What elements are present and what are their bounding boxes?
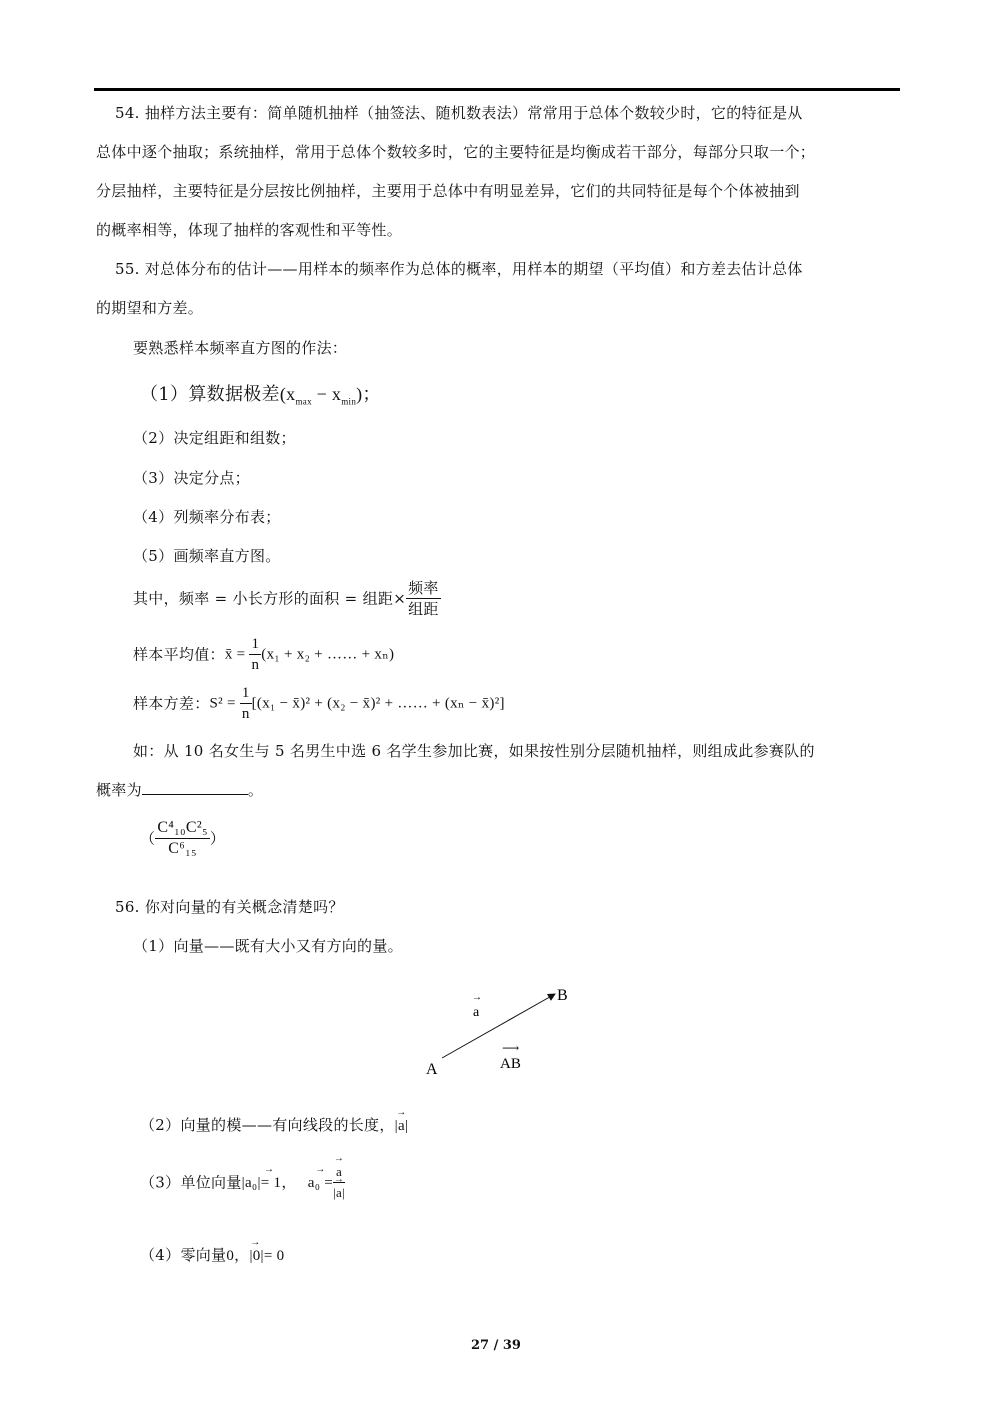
- sample-mean-rhs: (x₁ + x₂ + …… + xₙ): [261, 646, 395, 663]
- unit-vector-denominator: → |a|: [333, 1183, 345, 1203]
- vector-arrow: [442, 994, 555, 1058]
- answer-denominator: C⁶₁₅: [168, 840, 197, 857]
- sample-variance-label: 样本方差：: [133, 694, 210, 713]
- item-54-line-3: 分层抽样，主要特征是分层按比例抽样，主要用于总体中有明显差异，它们的共同特征是每个个体被抽到: [96, 182, 800, 200]
- example-line-1: 如：从 10 名女生与 5 名男生中选 6 名学生参加比赛，如果按性别分层随机抽样，则组成此参赛队的: [133, 742, 815, 760]
- step-4: （4）列频率分布表；: [133, 508, 281, 526]
- unit-vector-modulus: → |a₀|= 1，: [242, 1171, 297, 1195]
- sample-mean-lhs: x̄ =: [224, 646, 250, 663]
- range-formula-minus: − x: [311, 384, 342, 404]
- point-b-label: B: [557, 987, 568, 1004]
- histogram-intro: 要熟悉样本频率直方图的作法：: [133, 339, 348, 357]
- vector-diagram: [420, 980, 580, 1080]
- header-rule: [94, 88, 900, 91]
- vector-def-2-label: （2）向量的模——有向线段的长度，: [140, 1116, 395, 1134]
- answer-numerator: C⁴₁₀C²₅: [155, 818, 210, 839]
- page-number: 27 / 39: [471, 1338, 521, 1353]
- sample-variance-lhs: S² =: [209, 695, 240, 712]
- range-formula-sub-min: min: [341, 396, 357, 407]
- unit-vector-lhs: → a₀ =: [308, 1171, 333, 1195]
- frequency-fraction-denominator: 组距: [408, 600, 439, 618]
- range-formula-open: (x: [279, 384, 296, 404]
- item-54-line-1: 54. 抽样方法主要有：简单随机抽样（抽签法、随机数表法）常常用于总体个数较少时，它的特征是从: [115, 104, 803, 122]
- sample-mean-label: 样本平均值：: [133, 645, 225, 664]
- step-5: （5）画频率直方图。: [133, 547, 281, 565]
- item-55-line-1: 55. 对总体分布的估计——用样本的频率作为总体的概率，用样本的期望（平均值）和方差去估计总体: [115, 260, 803, 278]
- variance-fraction-denominator: n: [241, 706, 250, 722]
- step-2: （2）决定组距和组数；: [133, 429, 296, 447]
- vector-ab-arrow-icon: ⟶: [502, 1041, 520, 1055]
- item-54-line-4: 的概率相等，体现了抽样的客观性和平等性。: [96, 221, 403, 239]
- vector-a-arrow-icon: →: [472, 992, 482, 1003]
- answer-blank: [142, 778, 248, 795]
- frequency-fraction-numerator: 频率: [408, 579, 439, 597]
- step-3: （3）决定分点；: [133, 469, 250, 487]
- vector-def-3: [140, 1162, 345, 1203]
- item-55-line-2: 的期望和方差。: [96, 299, 204, 317]
- mean-fraction-denominator: n: [251, 657, 260, 673]
- frequency-formula-prefix: 其中，频率 = 小长方形的面积 = 组距×: [133, 589, 407, 608]
- sample-variance-formula: [133, 683, 505, 724]
- unit-vector-numerator: → a: [333, 1162, 345, 1183]
- variance-fraction-numerator: 1: [240, 683, 252, 704]
- item-54-line-2: 总体中逐个抽取；系统抽样，常用于总体个数较多时，它的主要特征是均衡成若干部分，每部分只取一个；: [96, 143, 816, 161]
- step-1-label: （1）算数据极差: [140, 384, 280, 405]
- vector-def-1: （1）向量——既有大小又有方向的量。: [133, 937, 403, 955]
- vector-a-label: a: [473, 1005, 480, 1020]
- example-line-2: [96, 778, 263, 802]
- vector-def-4: [140, 1243, 284, 1268]
- vector-modulus: → |a|: [395, 1114, 409, 1138]
- example-answer: [140, 818, 225, 859]
- frequency-formula: [133, 578, 441, 619]
- range-formula-close: )；: [356, 384, 381, 404]
- range-formula-sub-max: max: [295, 396, 312, 407]
- zero-vector: → 0，|0|= 0: [226, 1244, 284, 1268]
- item-56-title: 56. 你对向量的有关概念清楚吗？: [115, 898, 344, 916]
- sample-variance-rhs: [(x₁ − x̄)² + (x₂ − x̄)² + …… + (xₙ − x̄)²]: [251, 695, 505, 712]
- vector-def-4-label: （4）零向量: [140, 1246, 227, 1264]
- vector-ab-label: AB: [500, 1056, 521, 1072]
- mean-fraction-numerator: 1: [249, 634, 261, 655]
- example-prompt: 概率为: [96, 781, 142, 799]
- answer-close-paren: ）: [209, 829, 226, 848]
- answer-open-paren: （: [140, 829, 156, 848]
- vector-def-2: [140, 1113, 408, 1138]
- point-a-label: A: [426, 1061, 438, 1078]
- step-1: [140, 380, 381, 416]
- example-period: 。: [247, 781, 264, 799]
- sample-mean-formula: [133, 634, 394, 675]
- vector-def-3-label: （3）单位向量: [140, 1173, 242, 1192]
